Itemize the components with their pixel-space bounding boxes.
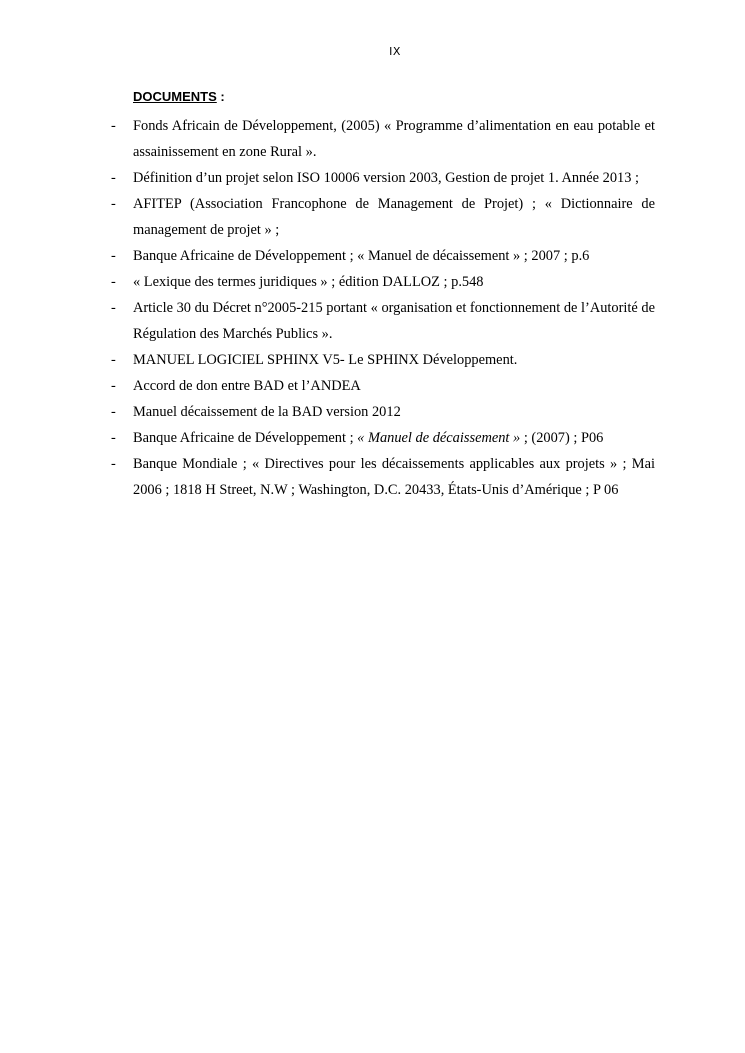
list-item bbox=[0, 165, 655, 191]
list-item-text-italic: « Manuel de décaissement » bbox=[357, 430, 521, 446]
list-item bbox=[0, 243, 655, 269]
section-heading bbox=[133, 89, 225, 104]
list-item-text-suffix: ; (2007) ; P06 bbox=[520, 430, 604, 446]
list-item bbox=[0, 269, 655, 295]
list-bullet: - bbox=[111, 118, 116, 134]
list-item-text: MANUEL LOGICIEL SPHINX V5- Le SPHINX Développement. bbox=[133, 352, 518, 368]
list-item bbox=[0, 295, 655, 347]
list-item-text: « Lexique des termes juridiques » ; édition DALLOZ ; p.548 bbox=[133, 274, 484, 290]
list-bullet: - bbox=[111, 196, 116, 212]
list-item-text: Article 30 du Décret n°2005-215 portant « organisation et fonctionnement de l’Autorité de Régulation des Marchés Publics ». bbox=[133, 300, 655, 342]
list-item-text: Banque Mondiale ; « Directives pour les décaissements applicables aux projets » ; Mai 2006 ; 1818 H Street, N.W ; Washington, D.C. 20433, États-Unis d’Amérique ; P 06 bbox=[133, 456, 655, 498]
list-bullet: - bbox=[111, 404, 116, 420]
list-bullet: - bbox=[111, 430, 116, 446]
section-heading-colon: : bbox=[216, 89, 225, 104]
list-bullet: - bbox=[111, 170, 116, 186]
list-item bbox=[0, 373, 655, 399]
list-bullet: - bbox=[111, 248, 116, 264]
list-item bbox=[0, 425, 655, 451]
list-bullet: - bbox=[111, 274, 116, 290]
list-item-text: Fonds Africain de Développement, (2005) « Programme d’alimentation en eau potable et assainissement en zone Rural ». bbox=[133, 118, 655, 160]
list-item-text: Définition d’un projet selon ISO 10006 version 2003, Gestion de projet 1. Année 2013 ; bbox=[133, 170, 639, 186]
list-item bbox=[0, 113, 655, 165]
list-bullet: - bbox=[111, 456, 116, 472]
page-number: IX bbox=[389, 45, 401, 58]
documents-list bbox=[0, 113, 655, 503]
list-bullet: - bbox=[111, 300, 116, 316]
list-item bbox=[0, 347, 655, 373]
section-heading-label: DOCUMENTS bbox=[133, 89, 217, 104]
list-item-text: Manuel décaissement de la BAD version 2012 bbox=[133, 404, 401, 420]
list-item bbox=[0, 191, 655, 243]
list-bullet: - bbox=[111, 378, 116, 394]
list-bullet: - bbox=[111, 352, 116, 368]
list-item-text-prefix: Banque Africaine de Développement ; bbox=[133, 430, 358, 446]
list-item bbox=[0, 399, 655, 425]
list-item-text: Accord de don entre BAD et l’ANDEA bbox=[133, 378, 361, 394]
list-item-text: AFITEP (Association Francophone de Management de Projet) ; « Dictionnaire de management de projet » ; bbox=[133, 196, 655, 238]
list-item-text bbox=[133, 425, 655, 451]
list-item-text: Banque Africaine de Développement ; « Manuel de décaissement » ; 2007 ; p.6 bbox=[133, 248, 590, 264]
list-item bbox=[0, 451, 655, 503]
